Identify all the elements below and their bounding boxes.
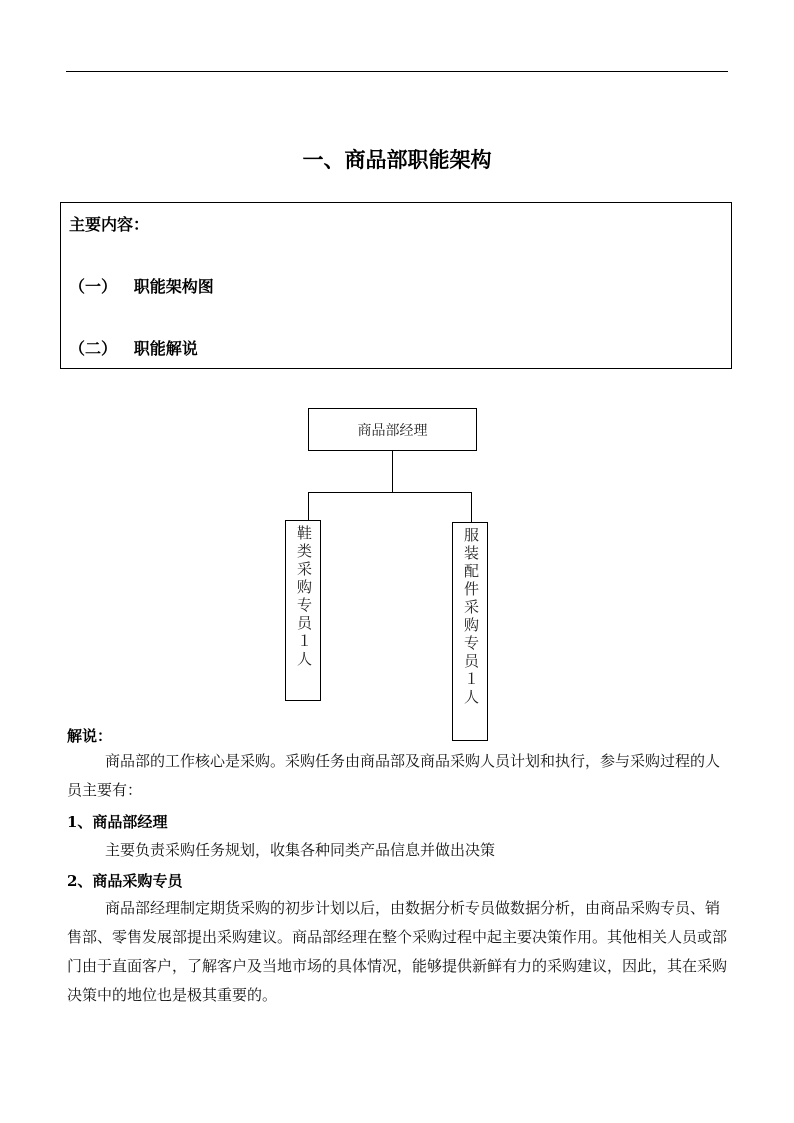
contents-box	[60, 202, 732, 369]
org-connector-left	[308, 492, 309, 520]
org-node-manager: 商品部经理	[308, 408, 477, 451]
org-node-shoes-buyer: 鞋类采购专员１人	[285, 520, 321, 701]
section-2-title: 2、商品采购专员	[67, 872, 183, 890]
org-node-apparel-buyer: 服装配件采购专员１人	[452, 522, 488, 741]
contents-item-2: （二） 职能解说	[69, 339, 198, 358]
explanation-intro: 商品部的工作核心是采购。采购任务由商品部及商品采购人员计划和执行，参与采购过程的人员主要有：	[67, 752, 721, 799]
section-1-title: 1、商品部经理	[67, 813, 168, 831]
explanation-label: 解说：	[67, 727, 113, 745]
org-connector-vertical	[392, 451, 393, 492]
page-title: 一、商品部职能架构	[302, 147, 492, 172]
org-connector-right	[471, 492, 472, 522]
section-2-text: 商品部经理制定期货采购的初步计划以后，由数据分析专员做数据分析，由商品采购专员、销售部、零售发展部提出采购建议。商品部经理在整个采购过程中起主要决策作用。其他相关人员或部门由于直面客户，了解客户及当地市场的具体情况，能够提供新鲜有力的采购建议，因此，其在采购决策中的地位也是极其重要的。	[67, 899, 728, 1004]
section-1-text: 主要负责采购任务规划，收集各种同类产品信息并做出决策	[105, 841, 496, 859]
contents-heading: 主要内容：	[69, 215, 150, 234]
org-connector-horizontal	[308, 492, 472, 493]
contents-item-1: （一） 职能架构图	[69, 277, 214, 296]
header-rule	[66, 71, 728, 72]
